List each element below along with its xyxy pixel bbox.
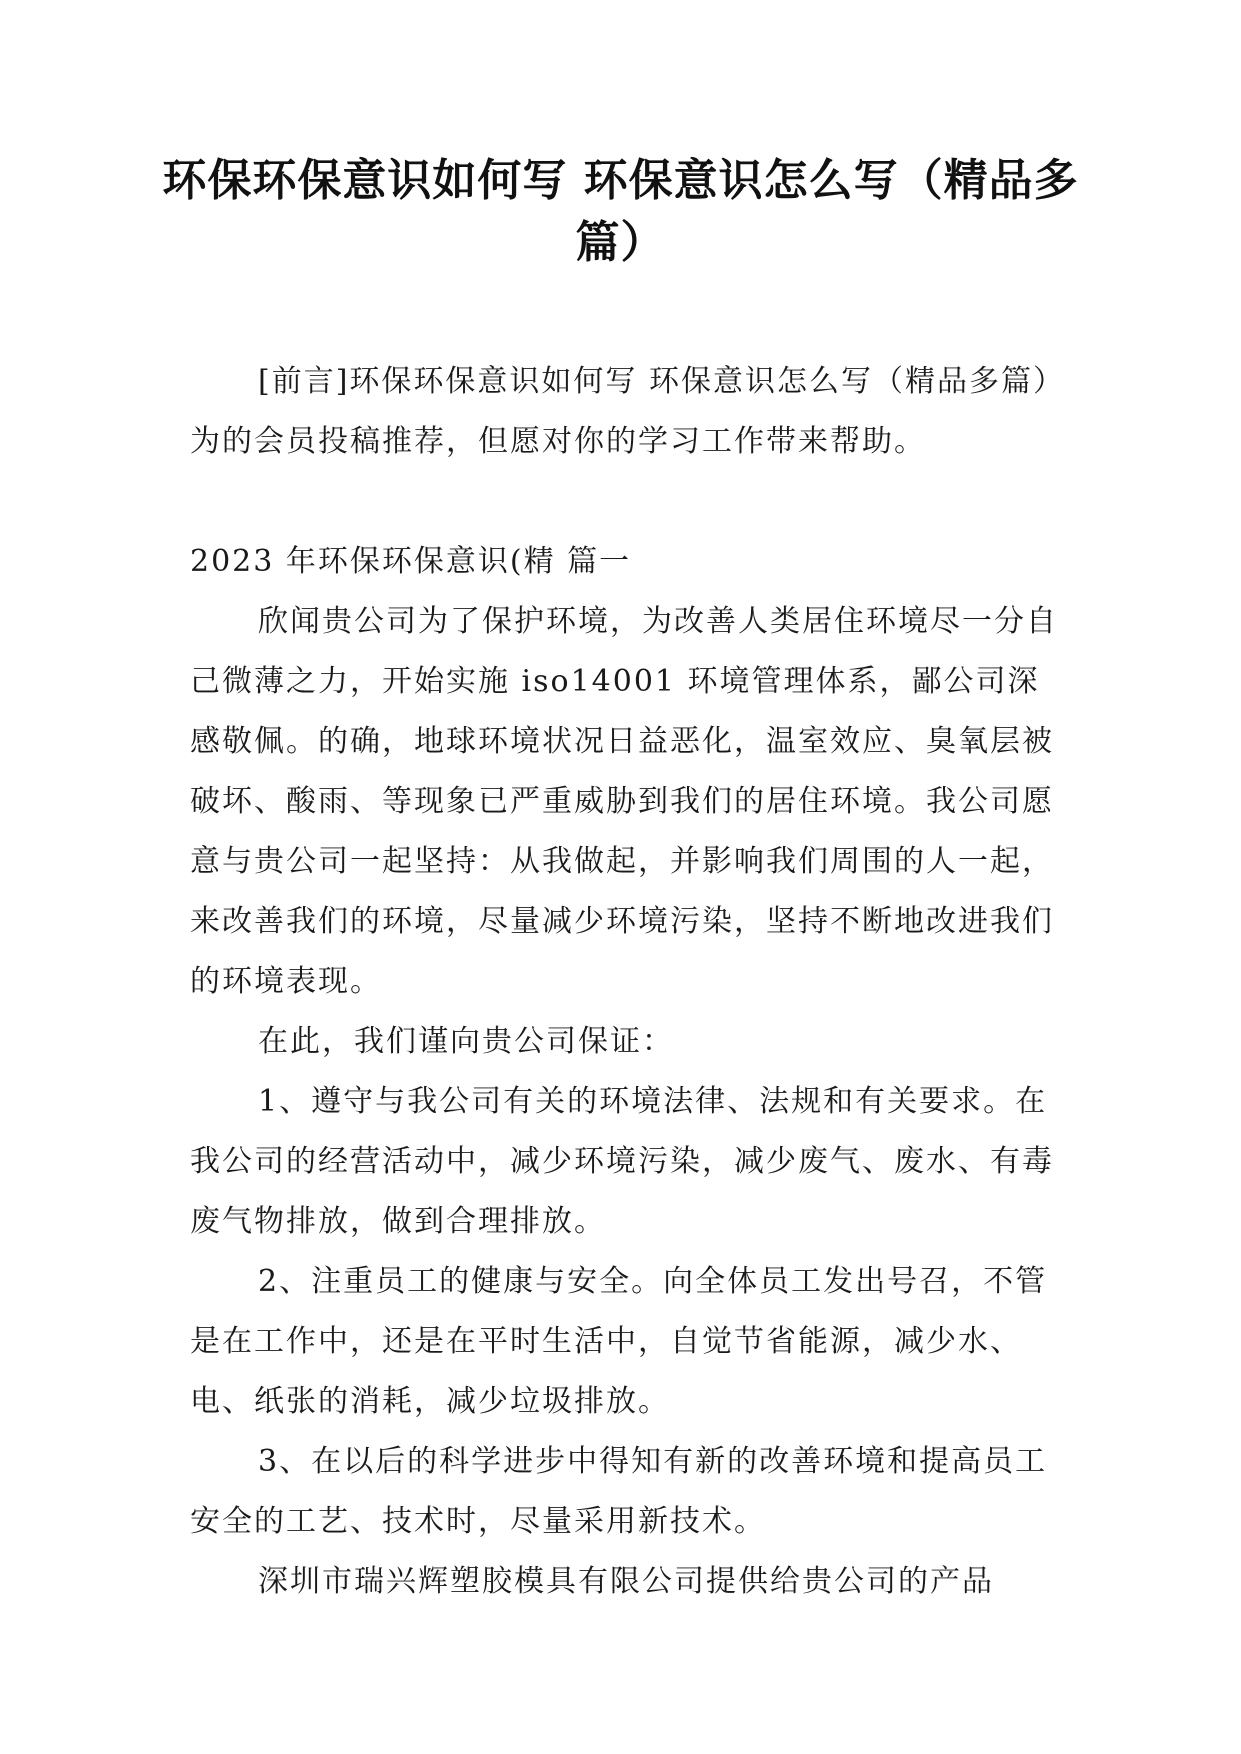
body-paragraph: 深圳市瑞兴辉塑胶模具有限公司提供给贵公司的产品 (258, 1564, 994, 1599)
body-paragraph: 在此，我们谨向贵公司保证： (258, 1024, 674, 1059)
body-paragraph: 2、注重员工的健康与安全。向全体员工发出号召，不管是在工作中，还是在平时生活中，自觉节省能源，减少水、电、纸张的消耗，减少垃圾排放。 (190, 1264, 1048, 1419)
body-paragraph: 欣闻贵公司为了保护环境，为改善人类居住环境尽一分自己微薄之力，开始实施 iso14001 环境管理体系，鄙公司深感敬佩。的确，地球环境状况日益恶化，温室效应、臭氧层被破坏、酸雨、等现象已严重威胁到我们的居住环境。我公司愿意与贵公司一起坚持：从我做起，并影响我们周围的人一起，来改善我们的环境，尽量减少环境污染，坚持不断地改进我们的环境表现。 (190, 604, 1058, 999)
section-heading: 2023 年环保环保意识(精 篇一 (190, 544, 632, 579)
document-body (190, 352, 1070, 1612)
preface-paragraph: [前言]环保环保意识如何写 环保意识怎么写（精品多篇）为的会员投稿推荐，但愿对你的学习工作带来帮助。 (190, 364, 1065, 459)
body-paragraph: 1、遵守与我公司有关的环境法律、法规和有关要求。在我公司的经营活动中，减少环境污染，减少废气、废水、有毒废气物排放，做到合理排放。 (190, 1084, 1054, 1239)
document-title: 环保环保意识如何写 环保意识怎么写（精品多篇） (162, 155, 1079, 268)
body-paragraph: 3、在以后的科学进步中得知有新的改善环境和提高员工安全的工艺、技术时，尽量采用新技术。 (190, 1444, 1048, 1539)
